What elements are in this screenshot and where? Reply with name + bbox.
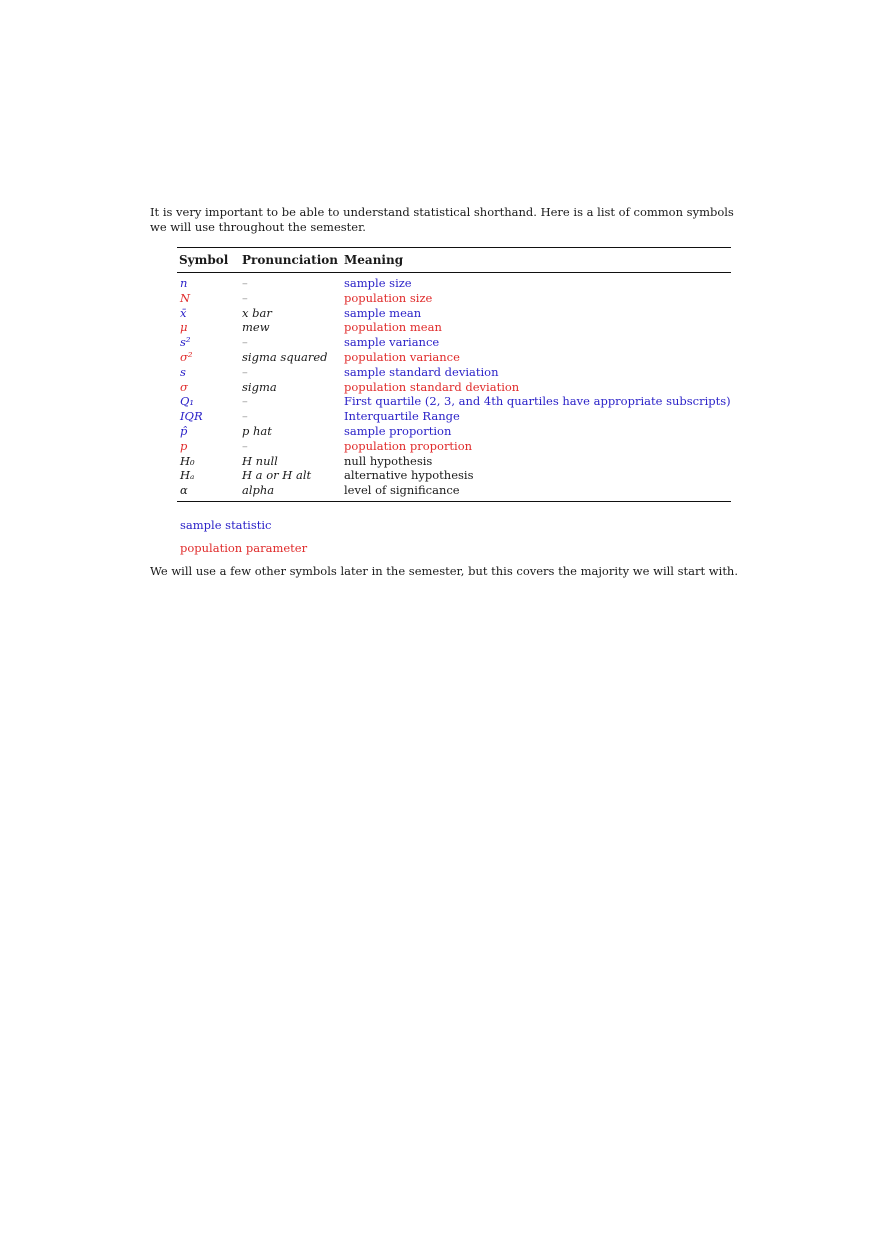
outro-paragraph: We will use a few other symbols later in the semester, but this covers the majority we will start with. bbox=[150, 564, 738, 578]
pronunciation-cell: H null bbox=[242, 453, 278, 468]
header-pronunciation: Pronunciation bbox=[242, 248, 344, 273]
symbol-cell: p̂ bbox=[180, 423, 188, 438]
pronunciation-cell: sigma squared bbox=[242, 349, 328, 364]
table-row bbox=[177, 335, 731, 350]
meaning-cell: level of significance bbox=[344, 483, 460, 498]
pronunciation-cell: x bar bbox=[242, 305, 272, 320]
header-symbol: Symbol bbox=[177, 248, 242, 273]
symbol-cell: Hₐ bbox=[180, 468, 195, 483]
pronunciation-cell: – bbox=[242, 335, 248, 350]
pronunciation-cell: – bbox=[242, 290, 248, 305]
symbol-cell: s bbox=[180, 364, 186, 379]
pronunciation-cell: – bbox=[242, 364, 248, 379]
pronunciation-cell: – bbox=[242, 438, 248, 453]
table-row bbox=[177, 468, 731, 483]
meaning-cell: sample standard deviation bbox=[344, 364, 499, 379]
symbol-cell: σ² bbox=[180, 349, 193, 364]
meaning-cell: sample mean bbox=[344, 305, 422, 320]
meaning-cell: sample size bbox=[344, 276, 412, 290]
table-header-row bbox=[177, 248, 731, 273]
table-row bbox=[177, 350, 731, 365]
table-row bbox=[177, 273, 731, 291]
meaning-cell: sample proportion bbox=[344, 423, 452, 438]
meaning-cell: population standard deviation bbox=[344, 379, 520, 394]
meaning-cell: Interquartile Range bbox=[344, 409, 460, 424]
table-row bbox=[177, 483, 731, 501]
meaning-cell: sample variance bbox=[344, 335, 440, 350]
pronunciation-cell: H a or H alt bbox=[242, 468, 312, 483]
table-row bbox=[177, 409, 731, 424]
symbol-cell: σ bbox=[180, 379, 188, 394]
table-row bbox=[177, 380, 731, 395]
table-row bbox=[177, 394, 731, 409]
meaning-cell: population mean bbox=[344, 320, 442, 335]
symbol-cell: IQR bbox=[180, 409, 203, 424]
meaning-cell: population size bbox=[344, 290, 433, 305]
meaning-cell: null hypothesis bbox=[344, 453, 433, 468]
pronunciation-cell: p hat bbox=[242, 423, 272, 438]
meaning-cell: alternative hypothesis bbox=[344, 468, 474, 483]
legend-population-parameter: population parameter bbox=[180, 541, 308, 555]
pronunciation-cell: – bbox=[242, 409, 248, 424]
intro-paragraph: It is very important to be able to understand statistical shorthand. Here is a list of common symbols we will use throughout the semester. bbox=[150, 205, 734, 234]
symbols-table bbox=[177, 247, 731, 502]
legend-sample-statistic: sample statistic bbox=[180, 518, 272, 532]
pronunciation-cell: mew bbox=[242, 320, 270, 335]
symbol-cell: p bbox=[180, 438, 188, 453]
pronunciation-cell: – bbox=[242, 394, 248, 409]
table-row bbox=[177, 454, 731, 469]
table-row bbox=[177, 306, 731, 321]
symbol-cell: n bbox=[180, 276, 188, 290]
symbol-cell: α bbox=[180, 483, 188, 498]
header-meaning: Meaning bbox=[344, 248, 731, 273]
pronunciation-cell: alpha bbox=[242, 483, 275, 498]
symbol-cell: s² bbox=[180, 335, 191, 350]
table-row bbox=[177, 439, 731, 454]
table-row bbox=[177, 365, 731, 380]
pronunciation-cell: sigma bbox=[242, 379, 277, 394]
meaning-cell: population proportion bbox=[344, 438, 473, 453]
symbol-cell: N bbox=[180, 290, 191, 305]
table-row bbox=[177, 424, 731, 439]
symbol-cell: H₀ bbox=[180, 453, 195, 468]
pronunciation-cell: – bbox=[242, 276, 248, 290]
symbol-cell: x̄ bbox=[180, 305, 187, 320]
meaning-cell: population variance bbox=[344, 349, 460, 364]
meaning-cell: First quartile (2, 3, and 4th quartiles have appropriate subscripts) bbox=[344, 394, 731, 409]
symbol-cell: μ bbox=[180, 320, 188, 335]
table-row bbox=[177, 320, 731, 335]
table-row bbox=[177, 291, 731, 306]
symbol-cell: Q₁ bbox=[180, 394, 195, 409]
